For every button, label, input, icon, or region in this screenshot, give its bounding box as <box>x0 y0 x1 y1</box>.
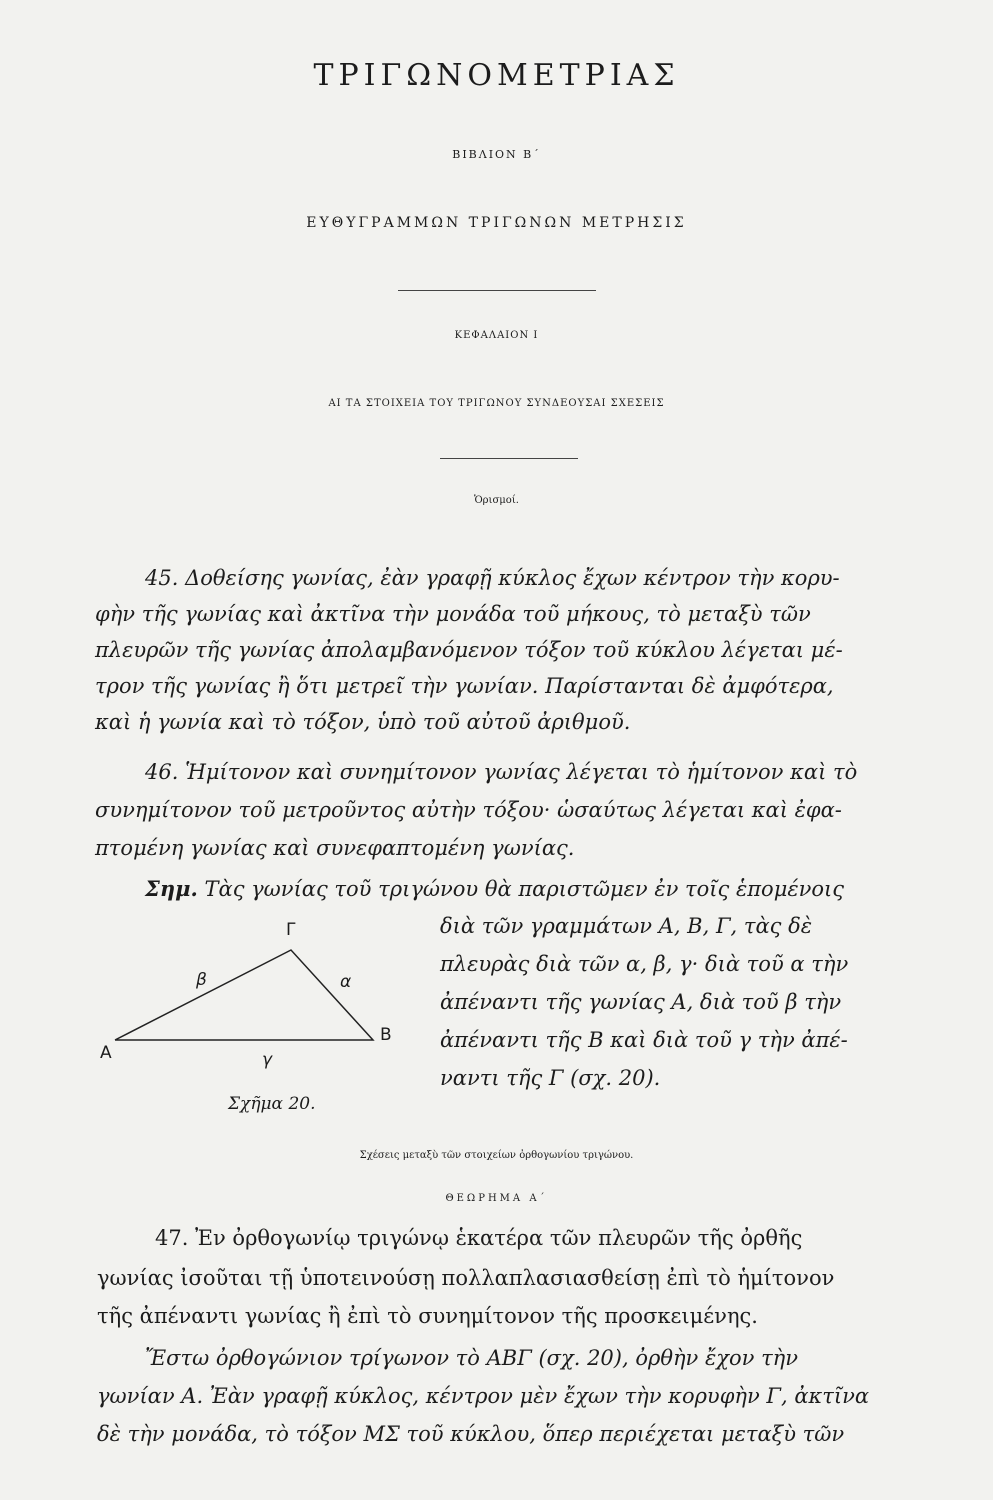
note-line: ἀπέναντι τῆς γωνίας Α, διὰ τοῦ β τὴν <box>440 990 842 1014</box>
section-heading: Ὁρισμοί. <box>474 495 519 506</box>
text-line: φὴν τῆς γωνίας καὶ ἀκτῖνα τὴν μονάδα τοῦ μήκους, τὸ μεταξὺ τῶν <box>95 602 811 626</box>
note-text: Τὰς γωνίας τοῦ τριγώνου θὰ παριστῶμεν ἐν τοῖς ἑπομένοις <box>204 877 845 901</box>
vertex-label-c: Γ <box>286 920 296 940</box>
book-number: ΒΙΒΛΙΟΝ Β΄ <box>452 148 541 161</box>
note-label: Σημ. <box>145 876 198 901</box>
text-line: γωνίας ἰσοῦται τῇ ὑποτεινούσῃ πολλαπλασιασθείσῃ ἐπὶ τὸ ἡμίτονον <box>97 1266 835 1290</box>
text-line: γωνίαν Α. Ἐὰν γραφῇ κύκλος, κέντρον μὲν ἔχων τὴν κορυφὴν Γ, ἀκτῖνα <box>97 1384 870 1408</box>
side-label-a: α <box>340 972 352 992</box>
note-line: ἀπέναντι τῆς Β καὶ διὰ τοῦ γ τὴν ἀπέ- <box>440 1028 848 1052</box>
vertex-label-a: A <box>100 1043 112 1063</box>
text-line: 46. Ἡμίτονον καὶ συνημίτονον γωνίας λέγεται τὸ ἡμίτονον καὶ τὸ <box>145 760 858 784</box>
text-line: πτομένη γωνίας καὶ συνεφαπτομένη γωνίας. <box>95 836 575 860</box>
text-line: 45. Δοθείσης γωνίας, ἐὰν γραφῇ κύκλος ἔχων κέντρον τὴν κορυ- <box>145 566 840 590</box>
triangle-shape <box>115 950 373 1040</box>
text-line: πλευρῶν τῆς γωνίας ἀπολαμβανόμενον τόξον τοῦ κύκλου λέγεται μέ- <box>95 638 843 662</box>
text-line: 47. Ἐν ὀρθογωνίῳ τριγώνῳ ἑκατέρα τῶν πλευρῶν τῆς ὀρθῆς <box>155 1226 803 1250</box>
theorem-heading: ΘΕΩΡΗΜΑ Α΄ <box>445 1193 548 1204</box>
text-line: Ἔστω ὀρθογώνιον τρίγωνον τὸ ΑΒΓ (σχ. 20), ὀρθὴν ἔχον τὴν <box>145 1346 799 1370</box>
note-line: πλευρὰς διὰ τῶν α, β, γ· διὰ τοῦ α τὴν <box>440 952 849 976</box>
section-title: Σχέσεις μεταξὺ τῶν στοιχείων ὀρθογωνίου τριγώνου. <box>359 1150 634 1161</box>
text-line: τρον τῆς γωνίας ἢ ὅτι μετρεῖ τὴν γωνίαν. Παρίστανται δὲ ἀμφότερα, <box>95 674 834 698</box>
note-line: διὰ τῶν γραμμάτων Α, Β, Γ, τὰς δὲ <box>440 914 813 938</box>
text-line: τῆς ἀπέναντι γωνίας ἢ ἐπὶ τὸ συνημίτονον τῆς προσκειμένης. <box>97 1304 758 1328</box>
text-line: καὶ ἡ γωνία καὶ τὸ τόξον, ὑπὸ τοῦ αὐτοῦ ἀριθμοῦ. <box>95 710 631 734</box>
note-line: ναντι τῆς Γ (σχ. 20). <box>440 1066 661 1090</box>
side-label-c: γ <box>262 1050 273 1070</box>
main-title: ΤΡΙΓΩΝΟΜΕΤΡΙΑΣ <box>313 58 680 93</box>
text-line: δὲ τὴν μονάδα, τὸ τόξον ΜΣ τοῦ κύκλου, ὅπερ περιέχεται μεταξὺ τῶν <box>97 1422 845 1446</box>
text-line: συνημίτονον τοῦ μετροῦντος αὐτὴν τόξου· ὡσαύτως λέγεται καὶ ἐφα- <box>95 798 842 822</box>
side-label-b: β <box>196 970 207 990</box>
figure-caption: Σχῆμα 20. <box>228 1094 316 1114</box>
subject-title: ΕΥΘΥΓΡΑΜΜΩΝ ΤΡΙΓΩΝΩΝ ΜΕΤΡΗΣΙΣ <box>306 215 687 231</box>
chapter-title: ΑΙ ΤΑ ΣΤΟΙΧΕΙΑ ΤΟΥ ΤΡΙΓΩΝΟΥ ΣΥΝΔΕΟΥΣΑΙ ΣΧΕΣΕΙΣ <box>328 398 665 409</box>
chapter-heading: ΚΕΦΑΛΑΙΟΝ Ι <box>454 330 539 341</box>
vertex-label-b: B <box>380 1025 392 1045</box>
